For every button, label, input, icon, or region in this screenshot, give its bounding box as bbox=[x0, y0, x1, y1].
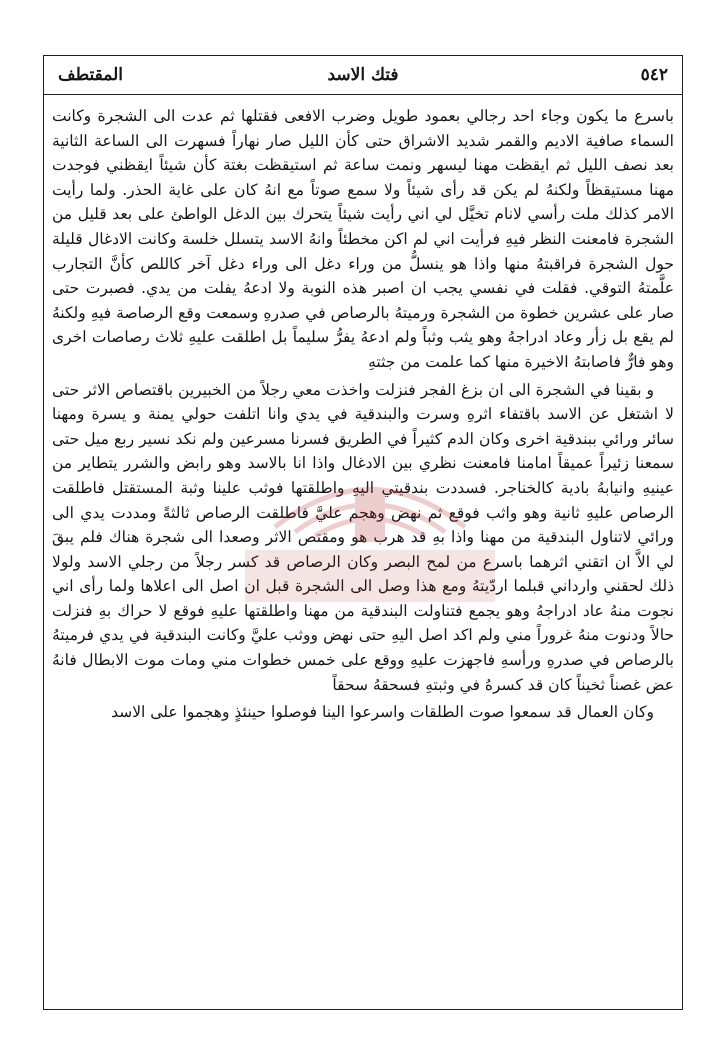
page-frame bbox=[43, 55, 683, 1010]
page-number: ٥٤٢ bbox=[640, 65, 668, 85]
header-rule bbox=[44, 94, 682, 95]
journal-name: المقتطف bbox=[58, 65, 124, 85]
article-body bbox=[52, 104, 674, 1005]
running-header bbox=[44, 56, 682, 94]
paragraph: وكان العمال قد سمعوا صوت الطلقات واسرعوا الينا فوصلوا حينئذٍ وهجموا على الاسد bbox=[111, 703, 654, 722]
paragraph: باسرع ما يكون وجاء احد رجالي بعمود طويل وضرب الافعى فقتلها ثم عدت الى الشجرة وكانت السماء صافية الاديم والقمر شديد الاشراق حتى كأن الليل صار نهاراً فسهرت الى الساعة الثانية بعد نصف الليل ثم ايقظت مهنا ليسهر ونمت ساعة ثم استيقظت بغتة كأن شيئاً ايقظني فوجدت مهنا مستيقظاً ولكنهُ لم يكن قد رأى شيئاً ولا سمع صوتاً مع انهُ كان على غاية الحذر. ولما رأيت الامر كذلك ملت رأسي لانام تخيَّل لي اني رأيت شيئاً يتحرك بين الدغل الواطئ على بعد قليل من الشجرة فامعنت النظر فيهِ فرأيت اني لم اكن مخطئاً وانهُ الاسد يتسلل خلسة وكانت الادغال قليلة حول الشجرة فراقبتهُ منها واذا هو ينسلُّ من وراء دغل الى وراء دغل آخر كاللص كأنَّ التجارب علَّمتهُ التوقي. فقلت في نفسي يجب ان اصبر هذه النوبة ولا ادعهُ يفلت من يدي. فصبرت حتى صار على عشرين خطوة من الشجرة ورميتهُ بالرصاص في صدرهِ وسمعت وقع الرصاصة فيهِ ولكنهُ لم يقع بل زأر وعاد ادراجهُ وهو يثب وثباً ولم ادعهُ يفرُّ سليماً بل اطلقت عليهِ ثلاث رصاصات اخرى وهو فارٌّ فاصابتهُ الاخيرة منها كما علمت من جثتهِ bbox=[52, 107, 674, 371]
article-title: فتك الاسد bbox=[327, 65, 399, 85]
paragraph: و بقينا في الشجرة الى ان بزغ الفجر فنزلت واخذت معي رجلاً من الخبيرين باقتصاص الاثر حتى لا اشتغل عن الاسد باقتفاء اثرهِ وسرت والبندقية في يدي وانا اتلفت حولي يمنة و يسرة ومهنا سائر ورائي ببندقية اخرى وكان الدم كثيراً في الطريق فسرنا مسرعين ولم نكد نسير ربع ميل حتى سمعنا زئيراً عميقاً امامنا فامعنت نظري بين الادغال واذا انا بالاسد وهو رابض والشرر يتطاير من عينيهِ وانيابهُ بادية كالخناجر. فسددت بندقيتي اليهِ واطلقتها فوثب علينا وثبة المستقتل فاطلقت الرصاص عليهِ ثانية وهو واثب فوقع ثم نهض وهجم عليَّ فاطلقت الرصاص ثالثةً ومددت يدي الى ورائي لاتناول البندقية من مهنا واذا بهِ قد هرب هو ومقتص الاثر وصعدا الى شجرة هناك فلم يبقَ لي الاَّ ان اتقني اثرهما باسرع من لمح البصر وكان الرصاص قد كسر رجلاً من رجلي الاسد ولولا ذلك لحقني وارداني قبلما اردّيتهُ ومع هذا وصل الى الشجرة قبل ان اصل الى اعلاها ولما رأى اني نجوت منهُ عاد ادراجهُ وهو يجمع فتناولت البندقية من مهنا واطلقتها عليهِ فوقع لا حراك بهِ فنزلت حالاً ودنوت منهُ غروراً مني ولم اكد اصل اليهِ حتى نهض ووثب عليَّ وكانت البندقية في يدي فرميتهُ بالرصاص في صدرهِ ورأسهِ فاجهزت عليهِ ووقع على خمس خطوات مني ومات موت الابطال فانهُ عض غصناً ثخيناً كان قد كسرهُ في وثبتهِ فسحقهُ سحقاً bbox=[52, 380, 674, 694]
